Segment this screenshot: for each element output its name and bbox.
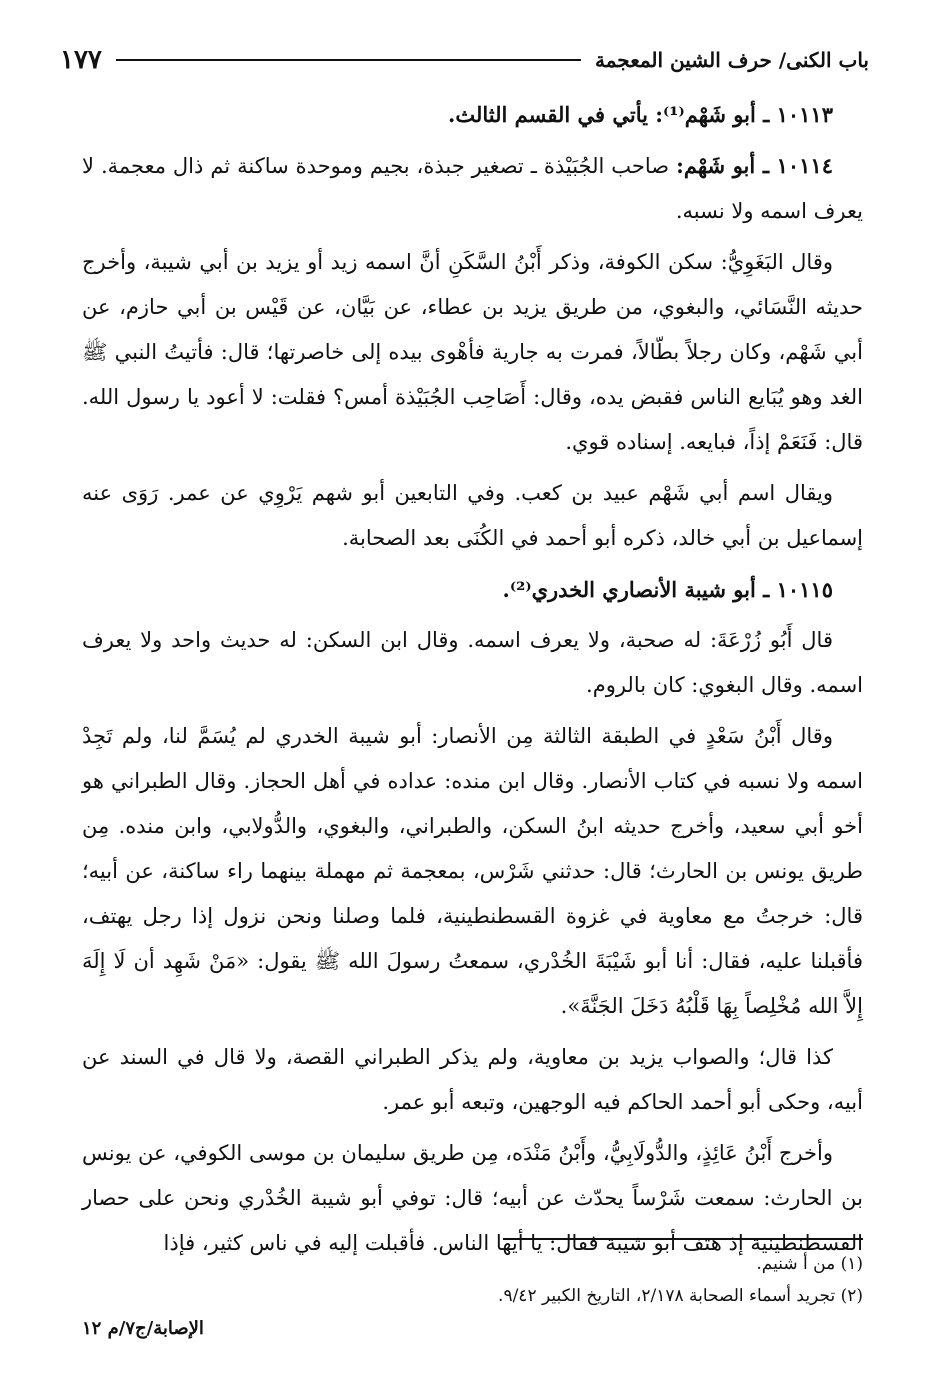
entry-10115: ١٠١١٥ ـ أبو شيبة الأنصاري الخدري⁽²⁾. [502,577,833,602]
footnote-2: (٢) تجريد أسماء الصحابة ٢/١٧٨، التاريخ الكبير ٩/٤٢. [498,1286,863,1306]
entry-10114 [82,143,863,234]
entry-10113: ١٠١١٣ ـ أبو شَهْم⁽¹⁾: يأتي في القسم الثالث. [448,102,833,127]
footnotes [82,1248,863,1312]
page-body [82,92,863,1272]
header-rule [116,59,581,61]
paragraph-ibn-aidh: وأخرج أَبْنُ عَائِذٍ، والدُّولَابِيُّ، وأَبْنُ مَنْدَه، مِن طريق سليمان بن موسى الكوفي، عن يونس بن الحارث: سمعت شَرْساً يحدّث عن أبيه؛ قال: توفي أبو شيبة الخُدْري ونحن على حصار القسطنطينية إذ هتف أبو شيبة فقال: يا أيها الناس. فأقبلت إليه في ناس كثير، فإذا [82,1141,863,1255]
entry-10114-text: صاحب الجُبَيْذة ـ تصغير جبذة، بجيم وموحدة ساكنة ثم ذال معجمة. لا يعرف اسمه ولا نسبه. [82,154,863,223]
page-number: ١٧٧ [60,45,102,75]
paragraph-baghawi: وقال البَغَوِيُّ: سكن الكوفة، وذكر أَبْنُ السَّكَنِ أنَّ اسمه زيد أو يزيد بن أبي شيبة، وأخرج حديثه النَّسَائي، والبغوي، من طريق يزيد بن عطاء، عن بَيَّان، عن قَيْس بن أبي حازم، عن أبي شَهْم، وكان رجلاً بطّالاً، فمرت به جارية فأهْوى بيده إلى خاصرتها؛ قال: فأتيتُ النبي ﷺ الغد وهو يُبَايع الناس فقبض يده، وقال: أَصَاحِب الجُبَيْذة أمس؟ فقلت: لا أعود يا رسول الله. قال: فَنَعَمْ إذاً، فبايعه. إسناده قوي. [82,250,863,454]
paragraph-correction: كذا قال؛ والصواب يزيد بن معاوية، ولم يذكر الطبراني القصة، ولا قال في السند عن أبيه، وحكى أبو أحمد الحاكم فيه الوجهين، وتبعه أبو عمر. [82,1045,863,1114]
volume-signature: الإصابة/ج٧/م ١٢ [82,1318,204,1339]
running-title: باب الكنى/ حرف الشين المعجمة [595,48,869,72]
paragraph-abu-zura: قال أَبُو زُرْعَةَ: له صحبة، ولا يعرف اسمه. وقال ابن السكن: له حديث واحد ولا يعرف اسمه. وقال البغوي: كان بالروم. [82,628,863,697]
paragraph-name-note: ويقال اسم أبي شَهْم عبيد بن كعب. وفي التابعين أبو شهم يَرْوِي عن عمر. رَوَى عنه إسماعيل بن أبي خالد، ذكره أبو أحمد في الكُنَى بعد الصحابة. [82,481,863,550]
footnote-1: (١) من أ شنيم. [756,1254,863,1274]
entry-10114-heading: ١٠١١٤ ـ أبو شَهْم: [676,153,833,178]
footnote-rule [503,1238,863,1240]
paragraph-ibn-saad: وقال أَبْنُ سَعْدٍ في الطبقة الثالثة مِن الأنصار: أبو شيبة الخدري لم يُسَمَّ لنا، ولم تَجِدْ اسمه ولا نسبه في كتاب الأنصار. وقال ابن منده: عداده في أهل الحجاز. وقال الطبراني هو أخو أبي سعيد، وأخرج حديثه ابنُ السكن، والطبراني، والبغوي، والدُّولابي، وابن منده. مِن طريق يونس بن الحارث؛ قال: حدثني شَرْس، بمعجمة ثم مهملة بينهما راء ساكنة، عن أبيه؛ قال: خرجتُ مع معاوية في غزوة القسطنطينية، فلما وصلنا ونحن نزول إذا رجل يهتف، فأقبلنا عليه، فقال: أنا أبو شَيْبَةَ الخُدْري، سمعتُ رسولَ الله ﷺ يقول: «مَنْ شَهِد أن لَا إِلَهَ إِلاَّ الله مُخْلِصاً بِهَا قَلْبُهُ دَخَلَ الجَنَّةَ». [82,724,863,1018]
page-header [60,40,869,80]
